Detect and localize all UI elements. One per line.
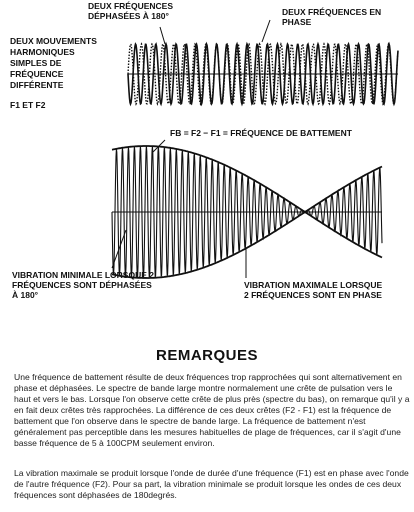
label-in-phase: DEUX FRÉQUENCES EN PHASE	[282, 7, 382, 27]
out-of-phase-arrow	[160, 27, 165, 44]
label-vibration-maximum: VIBRATION MAXIMALE LORSQUE 2 FRÉQUENCES SONT EN PHASE	[244, 280, 383, 300]
label-vibration-minimum: VIBRATION MINIMALE LORSQUE 2 FRÉQUENCES SONT DÉPHASÉES À 180°	[12, 270, 154, 300]
beat-carrier-wave	[112, 146, 382, 277]
bottom-waveform	[112, 140, 382, 278]
beat-frequency-formula: FB = F2 − F1 = FRÉQUENCE DE BATTEMENT	[170, 128, 352, 138]
remarks-paragraph-1: Une fréquence de battement résulte de deux fréquences trop rapprochées qui sont alternativement en phase et déphasées. Le spectre de bande large montre normalement une crête de pulsation vers le haut et vers le bas. Lorsque l'on observe cette crête de plus près (spectre du bas), on remarque qu'il y a en fait deux crêtes très rapprochées. La différence de ces deux crêtes (F2 - F1) est la fréquence de battement que l'on observe dans le spectre de bande large. La fréquence de battement n'est généralement pas perceptible dans les mesures habituelles de plage de fréquences, car il s'agit d'une basse fréquence de 5 à 100CPM seulement environ.	[14, 372, 410, 448]
label-f1-f2: F1 ET F2	[10, 100, 46, 110]
label-out-of-phase: DEUX FRÉQUENCES DÉPHASÉES À 180°	[88, 1, 174, 21]
top-waveform	[128, 20, 398, 104]
remarks-heading: REMARQUES	[155, 347, 258, 364]
remarks-paragraph-2: La vibration maximale se produit lorsque l'onde de durée d'une fréquence (F1) est en phase avec l'onde de l'autre fréquence (F2). Pour sa part, la vibration minimale se produit lorsque les ondes de ces deux fréquences sont déphasées de 180degrés.	[14, 468, 409, 500]
in-phase-arrow	[262, 20, 270, 42]
label-two-movements: DEUX MOUVEMENTS HARMONIQUES SIMPLES DE FRÉQUENCE DIFFÉRENTE	[10, 36, 97, 90]
